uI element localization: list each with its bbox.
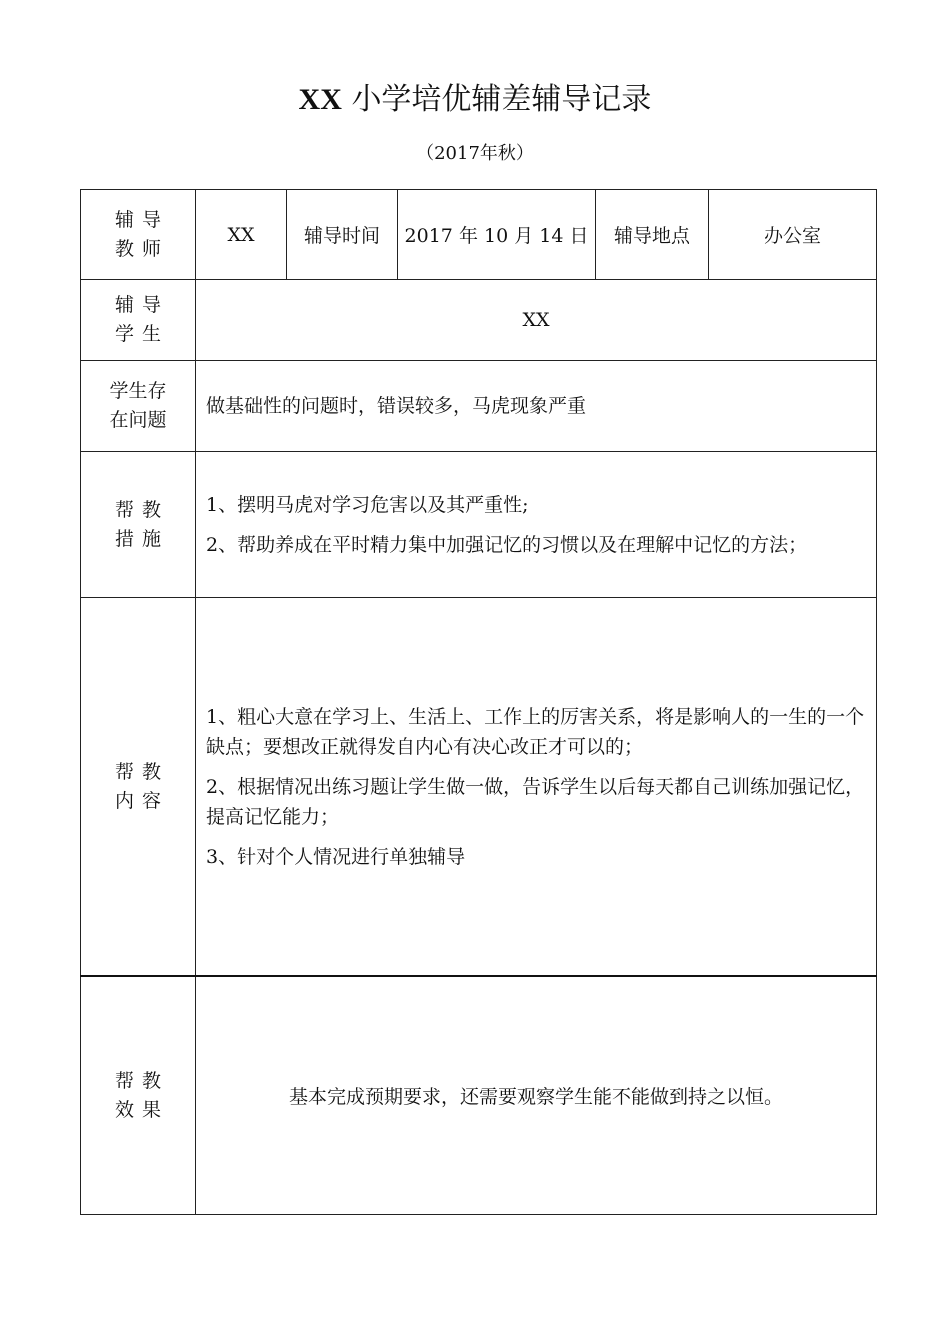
teacher-label-cell [81, 190, 196, 280]
title-text: 小学培优辅差辅导记录 [351, 82, 652, 117]
row-effect [81, 976, 877, 1215]
row-content [81, 598, 877, 977]
row-teacher-info [81, 190, 877, 280]
place-value: 办公室 [709, 190, 877, 280]
teacher-label-line1: 辅导 [114, 208, 169, 231]
content-body [196, 598, 877, 977]
measures-label-line1: 帮教 [114, 498, 169, 521]
place-label: 辅导地点 [596, 190, 709, 280]
effect-value: 基本完成预期要求，还需要观察学生能不能做到持之以恒。 [196, 976, 877, 1215]
student-value: XX [196, 280, 877, 361]
row-student [81, 280, 877, 361]
problems-value: 做基础性的问题时，错误较多，马虎现象严重 [196, 361, 877, 452]
content-item: 3、针对个人情况进行单独辅导 [206, 845, 466, 868]
problems-label-line1: 学生存 [109, 380, 167, 402]
row-problems [81, 361, 877, 452]
page-subtitle: （2017年秋） [416, 143, 534, 164]
effect-label-line1: 帮教 [114, 1069, 169, 1092]
measures-item: 1、摆明马虎对学习危害以及其严重性; [206, 493, 529, 516]
content-label-line2: 内容 [114, 789, 169, 812]
student-label-line1: 辅导 [114, 294, 169, 316]
problems-label-line2: 在问题 [109, 409, 167, 431]
teacher-value: XX [196, 190, 287, 280]
effect-label-line2: 效果 [114, 1098, 169, 1121]
time-value: 2017 年 10 月 14 日 [398, 190, 596, 280]
content-item: 1、粗心大意在学习上、生活上、工作上的厉害关系，将是影响人的一生的一个缺点；要想改正就得发自内心有决心改正才可以的； [206, 705, 865, 758]
measures-item: 2、帮助养成在平时精力集中加强记忆的习惯以及在理解中记忆的方法； [206, 533, 808, 556]
student-label-cell [81, 280, 196, 361]
record-table [80, 189, 877, 1215]
page-title [0, 78, 950, 122]
row-measures [81, 452, 877, 598]
measures-label-cell [81, 452, 196, 598]
time-label: 辅导时间 [287, 190, 398, 280]
measures-content [196, 452, 877, 598]
effect-label-cell [81, 976, 196, 1215]
problems-label-cell [81, 361, 196, 452]
content-label-line1: 帮教 [114, 760, 169, 783]
teacher-label-line2: 教师 [114, 237, 169, 260]
student-label-line2: 学生 [114, 323, 169, 345]
title-prefix: XX [298, 83, 342, 116]
content-label-cell [81, 598, 196, 977]
content-item: 2、根据情况出练习题让学生做一做，告诉学生以后每天都自己训练加强记忆，提高记忆能力； [206, 775, 865, 828]
measures-label-line2: 措施 [114, 527, 169, 550]
